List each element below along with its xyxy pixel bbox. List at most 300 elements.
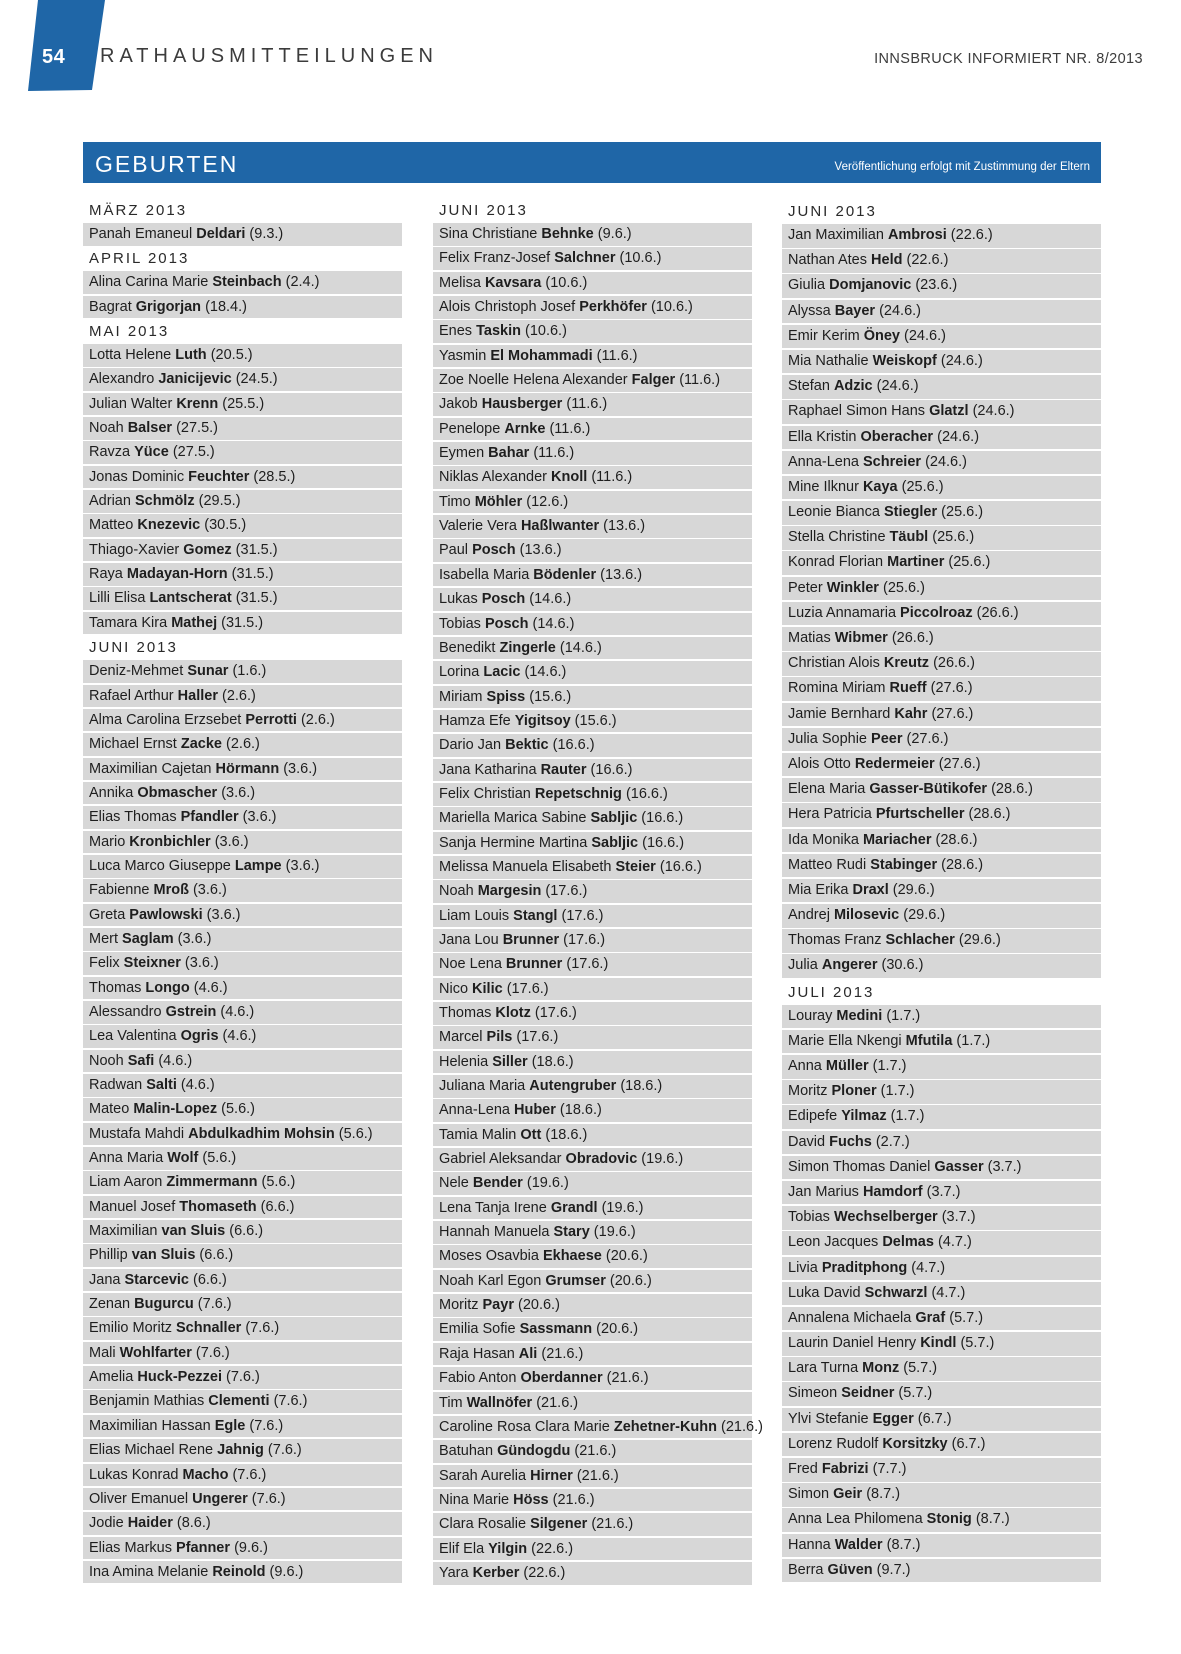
birth-entry <box>782 1382 1101 1406</box>
birth-entry <box>83 1293 402 1316</box>
birth-entry <box>433 807 752 830</box>
first-names: Matteo Rudi <box>788 856 867 873</box>
surname: Domjanovic <box>829 277 912 294</box>
birth-date: (5.7.) <box>949 1309 984 1326</box>
birth-entry <box>83 1025 402 1048</box>
first-names: Felix <box>89 955 120 972</box>
first-names: Hera Patricia <box>788 806 872 823</box>
birth-date: (25.5.) <box>222 395 265 412</box>
first-names: Tim <box>439 1394 463 1411</box>
surname: Bayer <box>834 302 876 319</box>
birth-entry <box>83 1342 402 1365</box>
birth-date: (7.6.) <box>251 1490 286 1507</box>
birth-date: (2.6.) <box>226 736 260 753</box>
birth-date: (18.6.) <box>531 1053 574 1070</box>
birth-entry <box>433 223 752 246</box>
first-names: Liam Louis <box>439 907 510 924</box>
birth-date: (24.6.) <box>879 302 922 319</box>
birth-entry <box>433 1489 752 1512</box>
birth-date: (24.6.) <box>972 403 1015 420</box>
first-names: Jana Lou <box>439 931 499 948</box>
first-names: Gabriel Aleksandar <box>439 1151 562 1168</box>
first-names: Marcel <box>439 1029 483 1046</box>
first-names: Leon Jacques <box>788 1234 879 1251</box>
birth-date: (16.6.) <box>641 810 684 827</box>
birth-date: (27.6.) <box>931 705 974 722</box>
birth-entry <box>782 879 1101 903</box>
birth-entry <box>83 977 402 1000</box>
birth-date: (27.6.) <box>930 680 973 697</box>
birth-date: (24.6.) <box>940 352 983 369</box>
birth-entry <box>83 855 402 878</box>
birth-entry <box>782 829 1101 853</box>
birth-date: (17.6.) <box>563 931 606 948</box>
surname: Autengruber <box>529 1078 617 1095</box>
birth-entry <box>433 1245 752 1268</box>
first-names: Lorina <box>439 664 480 681</box>
birth-date: (4.6.) <box>180 1077 215 1093</box>
first-names: Felix Christian <box>439 785 531 802</box>
birth-date: (8.6.) <box>176 1515 211 1532</box>
month-group <box>83 320 402 634</box>
month-group <box>83 636 402 1583</box>
month-heading: MAI 2013 <box>83 320 402 344</box>
surname: Feuchter <box>188 468 250 485</box>
first-names: Lea Valentina <box>89 1028 177 1045</box>
first-names: Elias Markus <box>89 1539 172 1556</box>
birth-date: (7.6.) <box>249 1417 284 1434</box>
surname: Margesin <box>477 883 542 900</box>
surname: Perrotti <box>245 711 297 728</box>
birth-entry <box>83 1147 402 1170</box>
birth-date: (10.6.) <box>650 299 693 316</box>
first-names: Lara Turna <box>788 1360 859 1377</box>
birth-entry <box>83 879 402 902</box>
surname: Knezevic <box>137 517 201 534</box>
surname: Pils <box>486 1029 513 1046</box>
birth-entry <box>83 1317 402 1340</box>
birth-date: (13.6.) <box>519 542 562 559</box>
month-heading: JULI 2013 <box>782 980 1101 1005</box>
birth-date: (16.6.) <box>659 858 702 875</box>
birth-entry <box>433 1392 752 1415</box>
surname: Korsitzky <box>882 1435 948 1452</box>
birth-entry <box>83 733 402 756</box>
birth-entry <box>782 1131 1101 1155</box>
birth-date: (3.7.) <box>987 1158 1022 1175</box>
birth-date: (14.6.) <box>532 615 575 632</box>
surname: Hörmann <box>215 760 280 777</box>
birth-date: (7.6.) <box>232 1466 267 1483</box>
birth-date: (24.6.) <box>904 327 946 344</box>
birth-entry <box>83 806 402 829</box>
birth-date: (18.6.) <box>559 1102 602 1119</box>
birth-entry <box>83 344 402 367</box>
surname: Bektic <box>505 737 549 754</box>
surname: Ungerer <box>192 1490 248 1507</box>
surname: Redermeier <box>854 755 935 772</box>
birth-date: (21.6.) <box>591 1516 634 1533</box>
birth-entry <box>433 1148 752 1171</box>
birth-entry <box>433 1294 752 1317</box>
surname: Gomez <box>183 541 232 558</box>
birth-date: (16.6.) <box>552 737 595 754</box>
month-group <box>782 980 1101 1583</box>
first-names: Thomas Franz <box>788 932 882 949</box>
birth-date: (3.6.) <box>206 906 241 923</box>
birth-entry <box>433 686 752 709</box>
first-names: Tamara Kira <box>89 614 168 631</box>
surname: Malin-Lopez <box>133 1101 218 1118</box>
surname: Jahnig <box>217 1442 264 1459</box>
first-names: Giulia <box>788 277 826 294</box>
surname: Möhler <box>474 493 523 510</box>
first-names: Lena Tanja Irene <box>439 1199 547 1216</box>
surname: Steinbach <box>212 274 282 291</box>
birth-entry <box>83 563 402 586</box>
birth-date: (3.6.) <box>184 955 219 972</box>
surname: Draxl <box>852 881 889 898</box>
surname: Perkhöfer <box>579 299 647 316</box>
birth-entry <box>433 345 752 368</box>
first-names: Jana Katharina <box>439 761 537 778</box>
first-names: Yara <box>439 1564 469 1581</box>
surname: Hausberger <box>481 396 563 413</box>
birth-entry <box>83 1561 402 1584</box>
first-names: Isabella Maria <box>439 566 530 583</box>
first-names: Simon Thomas Daniel <box>788 1158 931 1175</box>
birth-date: (5.6.) <box>261 1174 296 1191</box>
surname: Clementi <box>208 1393 270 1410</box>
birth-date: (8.7.) <box>866 1486 901 1503</box>
birth-date: (21.6.) <box>721 1418 763 1435</box>
first-names: Melisa <box>439 274 481 291</box>
first-names: Emir Kerim <box>788 327 860 344</box>
birth-date: (12.6.) <box>526 493 569 510</box>
surname: Stangl <box>513 907 558 924</box>
first-names: Mia Nathalie <box>788 352 869 369</box>
birth-entry <box>433 491 752 514</box>
birth-entry <box>433 1026 752 1049</box>
first-names: Alois Christoph Josef <box>439 299 576 316</box>
surname: Arnke <box>504 420 546 437</box>
first-names: Greta <box>89 906 126 923</box>
birth-date: (26.6.) <box>976 604 1019 621</box>
birth-entry <box>782 1005 1101 1029</box>
birth-entry <box>782 1181 1101 1205</box>
first-names: Noe Lena <box>439 956 502 973</box>
birth-entry <box>83 1366 402 1389</box>
first-names: Noah <box>439 883 474 900</box>
birth-entry <box>782 1257 1101 1281</box>
birth-entry <box>433 1538 752 1561</box>
first-names: Jan Maximilian <box>788 227 884 243</box>
first-names: Mario <box>89 833 126 850</box>
surname: Zacke <box>180 736 222 753</box>
surname: Ploner <box>831 1083 877 1100</box>
surname: Haßlwanter <box>520 518 600 535</box>
first-names: Mert <box>89 930 118 947</box>
birth-entry <box>83 1123 402 1146</box>
first-names: Jakob <box>439 396 478 413</box>
surname: Steixner <box>123 955 181 972</box>
first-names: Helenia <box>439 1053 489 1070</box>
first-names: Maximilian <box>89 1223 158 1240</box>
surname: Sassmann <box>519 1321 593 1338</box>
birth-entry <box>782 400 1101 424</box>
birth-entry <box>782 1559 1101 1583</box>
birth-entry <box>782 1433 1101 1457</box>
surname: Piccolroaz <box>900 604 973 621</box>
birth-date: (19.6.) <box>526 1175 569 1192</box>
birth-date: (14.6.) <box>559 639 602 656</box>
first-names: Alina Carina Marie <box>89 274 209 291</box>
surname: Pfandler <box>180 809 239 826</box>
first-names: Mine Ilknur <box>788 478 859 495</box>
first-names: Batuhan <box>439 1443 494 1460</box>
birth-entry <box>433 637 752 660</box>
birth-entry <box>782 1055 1101 1079</box>
birth-date: (5.7.) <box>903 1360 938 1377</box>
birth-date: (1.7.) <box>880 1083 915 1100</box>
surname: Stary <box>553 1224 590 1241</box>
surname: Silgener <box>530 1516 588 1533</box>
first-names: Phillip <box>89 1247 128 1264</box>
first-names: Thomas <box>89 979 142 996</box>
first-names: Konrad Florian <box>788 554 884 571</box>
birth-entry <box>433 953 752 976</box>
birth-entry <box>433 1343 752 1366</box>
birth-entry <box>433 734 752 757</box>
surname: Mfutila <box>905 1032 953 1049</box>
birth-date: (4.6.) <box>220 1003 255 1020</box>
birth-entry <box>433 856 752 879</box>
birth-entry <box>782 803 1101 827</box>
birth-entry <box>83 417 402 440</box>
birth-entry <box>433 442 752 465</box>
surname: Lampe <box>234 857 282 874</box>
birth-entry <box>83 1196 402 1219</box>
first-names: Luka David <box>788 1284 861 1301</box>
first-names: Clara Rosalie <box>439 1516 527 1533</box>
first-names: Ina Amina Melanie <box>89 1563 209 1580</box>
birth-entry <box>83 1439 402 1462</box>
first-names: Mali <box>89 1344 116 1361</box>
first-names: Fred <box>788 1461 818 1477</box>
birth-entry <box>782 1534 1101 1558</box>
first-names: Jamie Bernhard <box>788 705 891 722</box>
surname: Thomaseth <box>179 1198 257 1215</box>
first-names: Luca Marco Giuseppe <box>89 857 231 874</box>
birth-entry <box>83 1512 402 1535</box>
surname: Adzic <box>833 378 873 395</box>
birth-date: (3.6.) <box>192 882 227 899</box>
surname: Oberdanner <box>520 1370 603 1387</box>
surname: Müller <box>825 1058 869 1074</box>
birth-entry <box>782 1231 1101 1255</box>
birth-entry <box>83 831 402 854</box>
birth-date: (11.6.) <box>533 445 575 462</box>
birth-date: (25.6.) <box>941 504 984 521</box>
first-names: Lotta Helene <box>89 347 172 364</box>
surname: Pawlowski <box>129 906 203 923</box>
birth-entry <box>433 1099 752 1122</box>
birth-entry <box>433 783 752 806</box>
surname: Grumser <box>545 1272 606 1289</box>
birth-date: (9.6.) <box>234 1539 268 1556</box>
birth-date: (22.6.) <box>531 1540 574 1557</box>
first-names: Benjamin Mathias <box>89 1393 205 1410</box>
surname: Ekhaese <box>542 1248 602 1265</box>
birth-date: (28.5.) <box>253 468 296 485</box>
banner-note: Veröffentlichung erfolgt mit Zustimmung der Eltern <box>834 161 1090 173</box>
birth-entry <box>433 1172 752 1195</box>
first-names: Alois Otto <box>788 755 851 772</box>
month-group <box>83 199 402 246</box>
first-names: Edipefe <box>788 1108 838 1125</box>
first-names: Ida Monika <box>788 831 859 848</box>
birth-date: (6.6.) <box>229 1223 264 1240</box>
birth-date: (10.6.) <box>619 250 662 267</box>
birth-date: (29.6.) <box>958 932 1001 949</box>
first-names: Andrej <box>788 907 830 924</box>
surname: Walder <box>834 1536 883 1553</box>
month-group <box>782 199 1101 978</box>
birth-entry <box>83 368 402 391</box>
birth-date: (4.6.) <box>222 1028 257 1045</box>
first-names: Ella Kristin <box>788 428 857 445</box>
birth-date: (21.6.) <box>576 1467 619 1484</box>
surname: Sunar <box>187 663 229 680</box>
surname: Madayan-Horn <box>126 566 228 583</box>
birth-entry <box>782 954 1101 978</box>
birth-entry <box>782 652 1101 676</box>
surname: Kaya <box>862 478 898 495</box>
surname: Kilic <box>472 980 503 997</box>
birth-entry <box>782 350 1101 374</box>
birth-date: (17.6.) <box>506 980 549 997</box>
surname: Klotz <box>495 1005 531 1021</box>
birth-date: (3.6.) <box>285 857 320 874</box>
surname: Güven <box>827 1561 873 1578</box>
birth-entry <box>782 778 1101 802</box>
surname: Behnke <box>541 226 594 242</box>
surname: Starcevic <box>124 1271 189 1288</box>
first-names: Oliver Emanuel <box>89 1490 189 1507</box>
first-names: Panah Emaneul <box>89 226 193 242</box>
first-names: Annalena Michaela <box>788 1309 912 1326</box>
birth-entry <box>83 393 402 416</box>
birth-date: (5.7.) <box>898 1385 933 1402</box>
birth-date: (19.6.) <box>601 1199 644 1216</box>
birth-date: (3.7.) <box>926 1183 961 1200</box>
surname: Zimmermann <box>166 1174 258 1191</box>
birth-date: (2.6.) <box>222 687 256 704</box>
birth-entry <box>782 325 1101 349</box>
birth-entry <box>83 539 402 562</box>
birth-entry <box>782 602 1101 626</box>
birth-entry <box>83 1171 402 1194</box>
birth-entry <box>83 685 402 708</box>
surname: Hamdorf <box>862 1183 923 1200</box>
surname: Ali <box>518 1345 538 1362</box>
first-names: Valerie Vera <box>439 518 517 535</box>
birth-entry <box>782 929 1101 953</box>
birth-entry <box>433 418 752 441</box>
first-names: Lorenz Rudolf <box>788 1435 879 1452</box>
birth-entry <box>433 466 752 489</box>
surname: Hirner <box>530 1467 573 1484</box>
first-names: Louray <box>788 1007 833 1024</box>
birth-date: (7.7.) <box>872 1461 907 1477</box>
birth-date: (18.6.) <box>545 1126 588 1143</box>
birth-date: (18.4.) <box>205 298 247 315</box>
page-number: 54 <box>42 46 66 68</box>
birth-date: (25.6.) <box>948 554 991 571</box>
first-names: Fabienne <box>89 882 150 899</box>
first-names: Ylvi Stefanie <box>788 1410 869 1427</box>
birth-date: (28.6.) <box>968 806 1011 823</box>
first-names: Adrian <box>89 493 131 510</box>
first-names: Jan Marius <box>788 1183 859 1200</box>
birth-entry <box>782 249 1101 273</box>
birth-date: (11.6.) <box>596 347 638 364</box>
surname: Gasser <box>934 1158 984 1175</box>
first-names: Juliana Maria <box>439 1078 526 1095</box>
surname: Posch <box>481 591 526 608</box>
birth-date: (4.7.) <box>937 1234 972 1251</box>
issue-label: INNSBRUCK INFORMIERT NR. 8/2013 <box>874 51 1143 67</box>
birth-entry <box>433 661 752 684</box>
surname: Taskin <box>476 323 521 340</box>
birth-entry <box>83 441 402 464</box>
first-names: Alyssa <box>788 302 831 319</box>
first-names: Lukas Konrad <box>89 1466 179 1483</box>
birth-entry <box>433 1051 752 1074</box>
birth-entry <box>83 1098 402 1121</box>
surname: Mathej <box>171 614 218 631</box>
birth-date: (15.6.) <box>574 712 617 729</box>
birth-date: (29.5.) <box>198 493 241 510</box>
first-names: Alexandro <box>89 371 155 388</box>
birth-date: (31.5.) <box>235 590 278 607</box>
surname: Obmascher <box>137 784 218 801</box>
first-names: Maximilian Cajetan <box>89 760 212 777</box>
birth-date: (17.6.) <box>534 1005 577 1021</box>
birth-date: (14.6.) <box>524 664 567 681</box>
birth-date: (3.6.) <box>221 784 256 801</box>
month-group <box>83 247 402 318</box>
birth-entry <box>83 466 402 489</box>
first-names: Elif Ela <box>439 1540 485 1557</box>
birth-entry <box>433 320 752 343</box>
first-names: Nathan Ates <box>788 252 867 269</box>
birth-entry <box>83 1488 402 1511</box>
surname: Obradovic <box>565 1151 638 1168</box>
birth-date: (16.6.) <box>642 834 685 851</box>
first-names: Leonie Bianca <box>788 504 880 521</box>
birth-date: (24.5.) <box>235 371 278 388</box>
birth-date: (21.6.) <box>552 1491 595 1508</box>
birth-entry <box>83 1220 402 1243</box>
birth-date: (6.6.) <box>199 1247 234 1264</box>
birth-date: (10.6.) <box>524 323 567 340</box>
surname: Brunner <box>505 956 563 973</box>
surname: Fabrizi <box>821 1461 869 1477</box>
birth-entry <box>782 1408 1101 1432</box>
surname: Delmas <box>882 1234 934 1251</box>
birth-date: (27.5.) <box>172 444 215 461</box>
